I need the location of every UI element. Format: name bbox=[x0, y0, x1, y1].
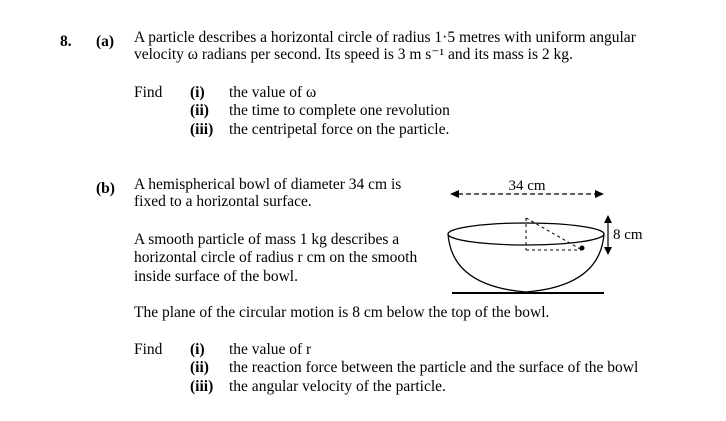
part-b-line-5: inside surface of the bowl. bbox=[134, 268, 298, 285]
part-a-i-label: (i) bbox=[190, 84, 205, 101]
part-b-line-1: A hemispherical bowl of diameter 34 cm is bbox=[134, 176, 402, 193]
part-b-ii-label: (ii) bbox=[190, 359, 209, 376]
part-a-ii-label: (ii) bbox=[190, 102, 209, 119]
part-a-iii-text: the centripetal force on the particle. bbox=[229, 121, 450, 138]
diameter-arrow-left bbox=[450, 190, 459, 198]
part-b-ii-text: the reaction force between the particle and the surface of the bowl bbox=[229, 359, 639, 376]
part-b-line-4: horizontal circle of radius r cm on the smooth bbox=[134, 249, 418, 266]
depth-arrow-top bbox=[604, 215, 612, 223]
part-a-find-label: Find bbox=[134, 84, 163, 101]
part-a-label: (a) bbox=[96, 33, 115, 50]
part-b-iii-label: (iii) bbox=[190, 378, 214, 395]
part-b-line-2: fixed to a horizontal surface. bbox=[134, 193, 312, 210]
diameter-arrow-right bbox=[595, 190, 604, 198]
part-b-label: (b) bbox=[96, 180, 115, 197]
question-number: 8. bbox=[60, 33, 72, 50]
part-a-iii-label: (iii) bbox=[190, 121, 214, 138]
part-a-line-2: velocity ω radians per second. Its speed is 3 m s⁻¹ and its mass is 2 kg. bbox=[134, 46, 573, 63]
depth-label: 8 cm bbox=[613, 227, 643, 243]
part-b-iii-text: the angular velocity of the particle. bbox=[229, 378, 446, 395]
part-b-line-3: A smooth particle of mass 1 kg describes a bbox=[134, 231, 400, 248]
depth-arrow-bottom bbox=[604, 247, 612, 255]
part-a-line-1: A particle describes a horizontal circle of radius 1·5 metres with uniform angular bbox=[134, 29, 636, 46]
diameter-label: 34 cm bbox=[508, 178, 546, 194]
part-b-i-label: (i) bbox=[190, 341, 205, 358]
part-b-find-label: Find bbox=[134, 341, 163, 358]
particle bbox=[580, 246, 585, 251]
part-a-ii-text: the time to complete one revolution bbox=[229, 102, 450, 119]
part-a-i-text: the value of ω bbox=[229, 84, 317, 101]
part-b-i-text: the value of r bbox=[229, 341, 312, 358]
part-b-plane-line: The plane of the circular motion is 8 cm below the top of the bowl. bbox=[134, 304, 550, 321]
